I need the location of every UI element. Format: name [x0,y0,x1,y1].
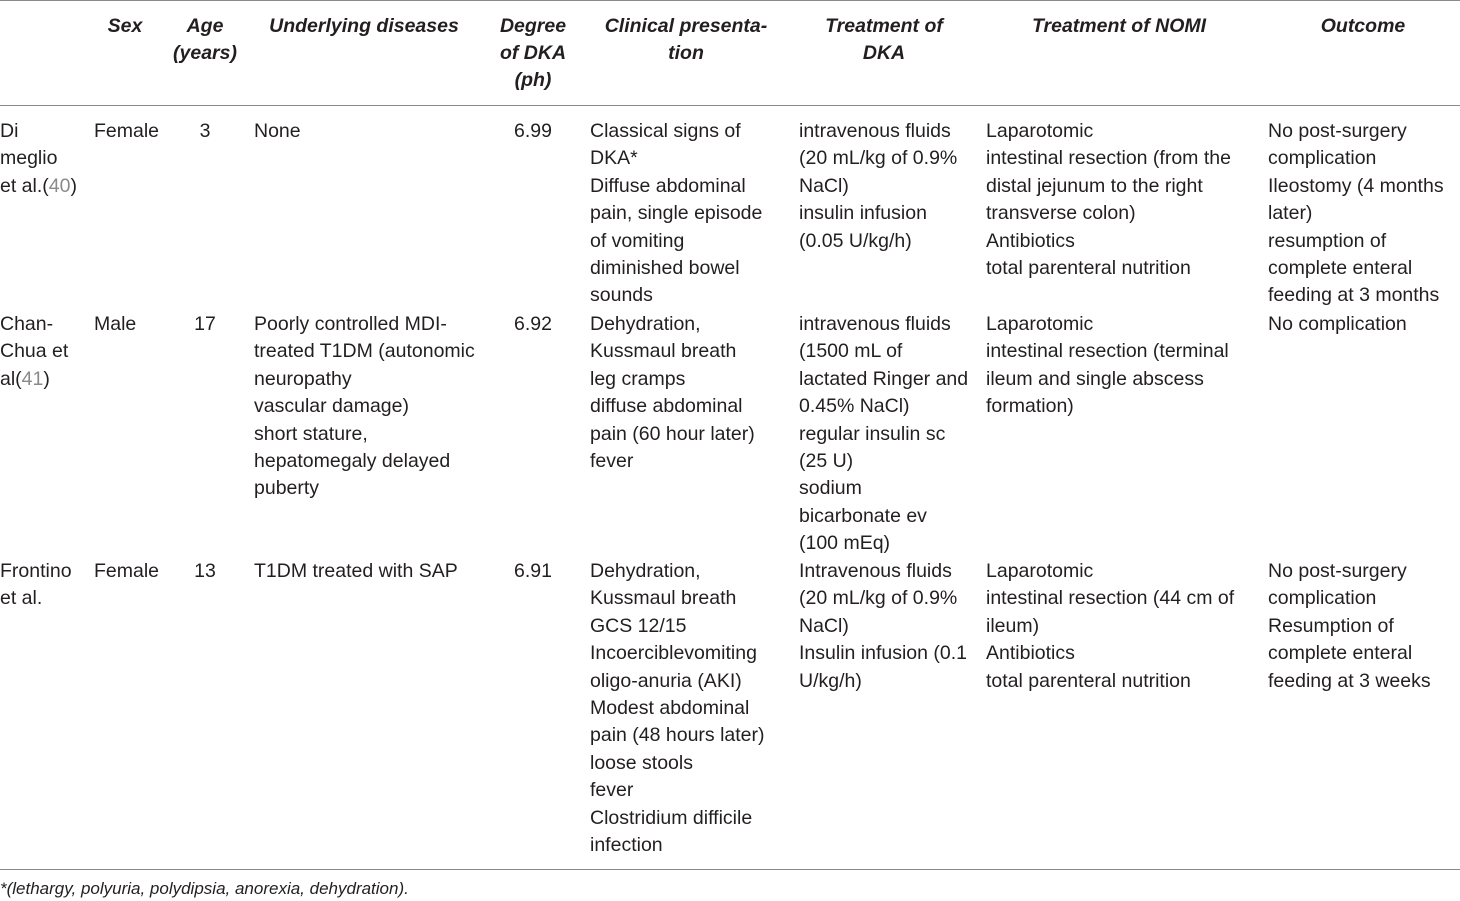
cell-study [0,558,88,613]
cell-clinical-presentation: Classical signs of DKA* Diffuse abdominal pain, single episode of vomiting diminished bowel sounds [590,120,763,307]
cell-treatment-of-dka: intravenous fluids (20 mL/kg of 0.9% NaCl) insulin infusion (0.05 U/kg/h) [799,120,958,252]
cell-study [0,311,88,393]
cell-treatment-of-dka: intravenous fluids (1500 mL of lactated Ringer and 0.45% NaCl) regular insulin sc (25 U) sodium bicarbonate ev (100 mEq) [799,313,969,555]
header-treatment-of-nomi: Treatment of NOMI [1031,15,1207,37]
cell-clinical-presentation: Dehydration, Kussmaul breath leg cramps diffuse abdominal pain (60 hour later) fever [590,313,755,473]
cell-treatment-of-nomi: Laparotomic intestinal resection (terminal ileum and single abscess formation) [986,313,1229,418]
cell-clinical-presentation: Dehydration, Kussmaul breath GCS 12/15 Incoerciblevomiting oligo-anuria (AKI) Modest abdominal pain (48 hours later) loose stools fever Clostridium difficile infection [590,560,765,857]
cell-degree-of-dka: 6.91 [514,560,552,582]
study-text: Frontino et al. [0,560,72,610]
cell-treatment-of-nomi: Laparotomic intestinal resection (from the distal jejunum to the right transverse colon) Antibiotics total parenteral nutrition [986,120,1231,280]
header-bottom-rule [0,105,1460,106]
header-treatment-of-dka: Treatment of DKA [825,15,943,64]
reference-link[interactable]: 40 [48,174,71,197]
cell-outcome: No post-surgery complication Resumption of complete enteral feeding at 3 weeks [1268,560,1431,692]
table-bottom-rule [0,869,1460,870]
header-age: Age (years) [173,15,237,64]
cell-degree-of-dka: 6.92 [514,313,552,335]
cell-sex: Male [94,313,137,335]
header-clinical-presentation: Clinical presenta- tion [604,15,768,64]
cell-treatment-of-dka: Intravenous fluids (20 mL/kg of 0.9% NaCl) Insulin infusion (0.1 U/kg/h) [799,560,968,692]
cell-treatment-of-nomi: Laparotomic intestinal resection (44 cm of ileum) Antibiotics total parenteral nutrition [986,560,1235,692]
cell-study [0,118,88,200]
study-text-end: ) [43,367,50,390]
cell-underlying-diseases: T1DM treated with SAP [254,560,458,582]
reference-link[interactable]: 41 [21,367,44,390]
cell-age: 3 [199,120,211,142]
study-text: Di meglio et al.( [0,120,58,197]
cell-degree-of-dka: 6.99 [514,120,552,142]
table-footnote: *(lethargy, polyuria, polydipsia, anorexia, dehydration). [0,879,409,898]
cell-age: 13 [194,560,216,582]
header-underlying-diseases: Underlying diseases [269,15,459,37]
study-text-end: ) [70,174,77,197]
study-text: Chan- Chua et al( [0,313,69,390]
table-top-rule [0,0,1460,1]
cell-outcome: No complication [1268,313,1407,335]
cell-age: 17 [194,313,216,335]
header-outcome: Outcome [1320,15,1406,37]
cell-outcome: No post-surgery complication Ileostomy (4 months later) resumption of complete enteral feeding at 3 months [1268,120,1444,307]
header-sex: Sex [107,15,143,37]
cell-sex: Female [94,120,160,142]
header-degree-of-dka: Degree of DKA (ph) [499,15,567,91]
cell-underlying-diseases: Poorly controlled MDI- treated T1DM (autonomic neuropathy vascular damage) short stature, hepatomegaly delayed puberty [254,313,475,500]
cell-underlying-diseases: None [254,120,301,142]
cell-sex: Female [94,560,160,582]
